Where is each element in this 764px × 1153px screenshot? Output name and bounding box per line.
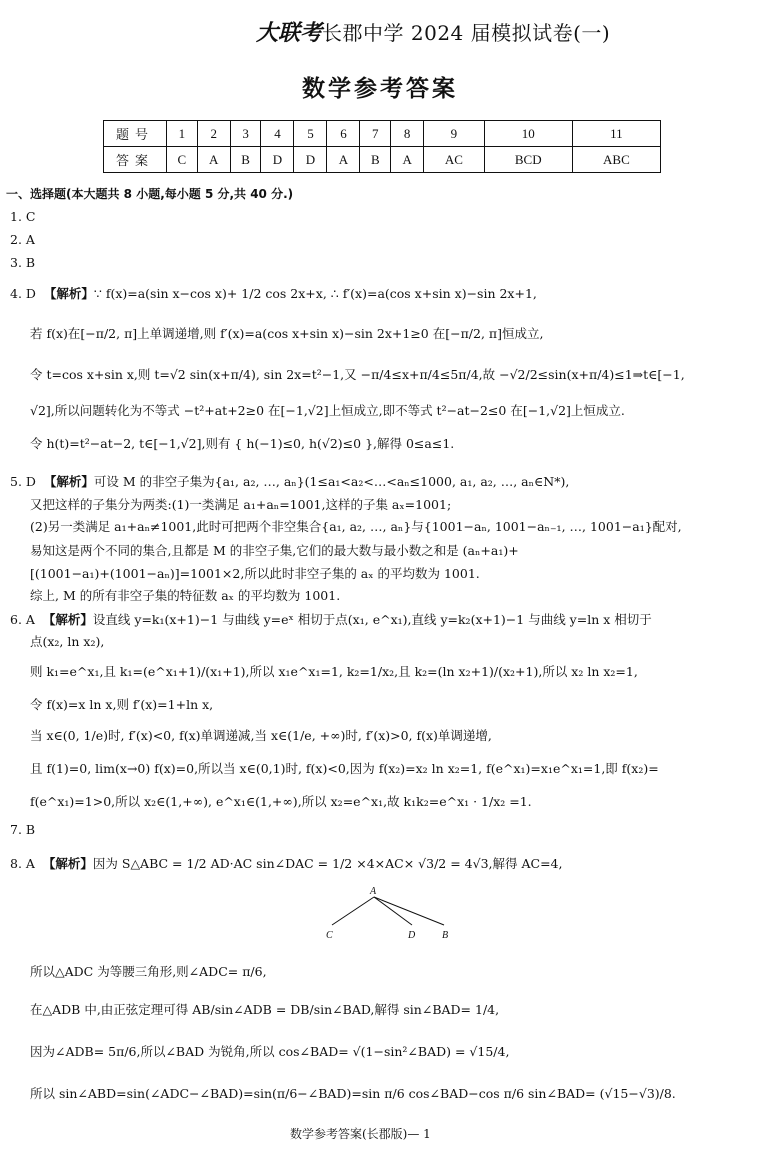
analysis-tag: 【解析】 (42, 612, 93, 627)
vertex-label-d: D (408, 930, 416, 941)
solution-q8-line: 因为∠ADB= 5π/6,所以∠BAD 为锐角,所以 cos∠BAD= √(1−sin²∠BAD) = √15/4, (30, 1044, 510, 1059)
section-note: (本大题共 8 小题,每小题 5 分,共 40 分.) (66, 187, 294, 201)
table-cell: ABC (572, 147, 660, 173)
page-header (256, 16, 610, 47)
segment-ab (374, 897, 444, 925)
table-cell: 4 (261, 121, 294, 147)
solution-text: ∵ f(x)=a(sin x−cos x)+ 1/2 cos 2x+x, ∴ f′(x)=a(cos x+sin x)−sin 2x+1, (93, 286, 537, 301)
solution-q5-line: (2)另一类满足 a₁+aₙ≠1001,此时可把两个非空集合{a₁, a₂, …, aₙ}与{1001−aₙ, 1001−aₙ₋₁, …, 1001−a₁}配对, (30, 519, 682, 534)
table-cell: A (327, 147, 360, 173)
solution-text: 因为 S△ABC = 1/2 AD·AC sin∠DAC = 1/2 ×4×AC× √3/2 = 4√3,解得 AC=4, (92, 856, 563, 871)
table-cell: D (261, 147, 294, 173)
table-row-numbers (104, 121, 661, 147)
segment-ad (374, 897, 412, 925)
table-cell: 9 (424, 121, 485, 147)
table-cell: B (230, 147, 261, 173)
solution-q8-line: 所以△ADC 为等腰三角形,则∠ADC= π/6, (30, 964, 267, 979)
solution-q6-line: 当 x∈(0, 1/e)时, f′(x)<0, f(x)单调递减,当 x∈(1/e, +∞)时, f′(x)>0, f(x)单调递增, (30, 728, 492, 743)
solution-q6-line (10, 612, 652, 628)
table-cell: 3 (230, 121, 261, 147)
solution-q4-line: 令 h(t)=t²−at−2, t∈[−1,√2],则有 { h(−1)≤0, h(√2)≤0 },解得 0≤a≤1. (30, 436, 455, 451)
triangle-figure (318, 882, 458, 944)
solution-q6-line: 则 k₁=e^x₁,且 k₁=(e^x₁+1)/(x₁+1),所以 x₁e^x₁=1, k₂=1/x₂,且 k₂=(ln x₂+1)/(x₂+1),所以 x₂ ln x₂=1, (30, 664, 638, 679)
solution-q5-line: 易知这是两个不同的集合,且都是 M 的非空子集,它们的最大数与最小数之和是 (aₙ+a₁)+ (30, 543, 519, 558)
analysis-tag: 【解析】 (43, 286, 94, 301)
solution-q5-line: 综上, M 的所有非空子集的特征数 aₓ 的平均数为 1001. (30, 588, 341, 603)
table-cell: 5 (294, 121, 327, 147)
table-row-answers (104, 147, 661, 173)
table-cell: A (391, 147, 424, 173)
table-cell: 11 (572, 121, 660, 147)
question-number: 4. D (10, 286, 36, 301)
brand-logo: 大联考 (256, 21, 323, 46)
vertex-label-b: B (442, 930, 449, 941)
solution-q8-line: 在△ADB 中,由正弦定理可得 AB/sin∠ADB = DB/sin∠BAD,解得 sin∠BAD= 1/4, (30, 1002, 500, 1017)
solution-q4-line (10, 286, 537, 302)
solution-q6-line: f(e^x₁)=1>0,所以 x₂∈(1,+∞), e^x₁∈(1,+∞),所以 x₂=e^x₁,故 k₁k₂=e^x₁ · 1/x₂ =1. (30, 794, 532, 809)
table-cell: 1 (167, 121, 198, 147)
table-cell: 10 (484, 121, 572, 147)
table-cell: A (197, 147, 230, 173)
solution-q8-line: 所以 sin∠ABD=sin(∠ADC−∠BAD)=sin(π/6−∠BAD)=sin π/6 cos∠BAD−cos π/6 sin∠BAD= (√15−√3)/8. (30, 1086, 676, 1101)
solution-q8-line (10, 856, 562, 872)
segment-ac (332, 897, 374, 925)
solution-q6-line: 且 f(1)=0, lim(x→0) f(x)=0,所以当 x∈(0,1)时, f(x)<0,因为 f(x₂)=x₂ ln x₂=1, f(e^x₁)=x₁e^x₁=1,即 f(x₂)= (30, 761, 659, 776)
table-cell: BCD (484, 147, 572, 173)
row-label: 答案 (104, 147, 167, 173)
section-title: 一、选择题 (6, 187, 67, 201)
table-cell: 2 (197, 121, 230, 147)
solution-q6-line: 令 f(x)=x ln x,则 f′(x)=1+ln x, (30, 697, 214, 712)
table-cell: 8 (391, 121, 424, 147)
row-label: 题号 (104, 121, 167, 147)
page-footer: 数学参考答案(长郡版)— 1 (290, 1127, 431, 1141)
table-cell: C (167, 147, 198, 173)
table-cell: D (294, 147, 327, 173)
answer-line: 3. B (10, 255, 36, 270)
solution-q5-line (10, 474, 569, 490)
solution-text: 设直线 y=k₁(x+1)−1 与曲线 y=eˣ 相切于点(x₁, e^x₁),直线 y=k₂(x+1)−1 与曲线 y=ln x 相切于 (92, 612, 652, 627)
answer-line: 2. A (10, 232, 35, 247)
solution-q6-line: 点(x₂, ln x₂), (30, 634, 105, 649)
table-cell: AC (424, 147, 485, 173)
solution-q5-line: 又把这样的子集分为两类:(1)一类满足 a₁+aₙ=1001,这样的子集 aₓ=1001; (30, 497, 452, 512)
table-cell: 6 (327, 121, 360, 147)
table-cell: 7 (360, 121, 391, 147)
exam-title: 长郡中学 2024 届模拟试卷(一) (322, 21, 611, 45)
solution-q4-line: √2],所以问题转化为不等式 −t²+at+2≥0 在[−1,√2]上恒成立,即不等式 t²−at−2≤0 在[−1,√2]上恒成立. (30, 403, 625, 418)
answer-table (103, 120, 661, 173)
answer-line: 7. B (10, 822, 36, 837)
vertex-label-c: C (326, 930, 333, 941)
solution-q5-line: [(1001−a₁)+(1001−aₙ)]=1001×2,所以此时非空子集的 aₓ 的平均数为 1001. (30, 566, 480, 581)
answer-line: 1. C (10, 209, 36, 224)
question-number: 6. A (10, 612, 35, 627)
solution-q4-line: 若 f(x)在[−π/2, π]上单调递增,则 f′(x)=a(cos x+sin x)−sin 2x+1≥0 在[−π/2, π]恒成立, (30, 326, 544, 341)
table-cell: B (360, 147, 391, 173)
analysis-tag: 【解析】 (42, 856, 93, 871)
section-heading (6, 185, 293, 202)
question-number: 8. A (10, 856, 35, 871)
vertex-label-a: A (370, 886, 377, 897)
page-subtitle: 数学参考答案 (302, 76, 458, 102)
analysis-tag: 【解析】 (43, 474, 94, 489)
solution-q4-line: 令 t=cos x+sin x,则 t=√2 sin(x+π/4), sin 2x=t²−1,又 −π/4≤x+π/4≤5π/4,故 −√2/2≤sin(x+π/4)≤1⇒t∈[−1, (30, 367, 685, 382)
solution-text: 可设 M 的非空子集为{a₁, a₂, …, aₙ}(1≤a₁<a₂<…<aₙ≤1000, a₁, a₂, …, aₙ∈N*), (93, 474, 570, 489)
question-number: 5. D (10, 474, 36, 489)
